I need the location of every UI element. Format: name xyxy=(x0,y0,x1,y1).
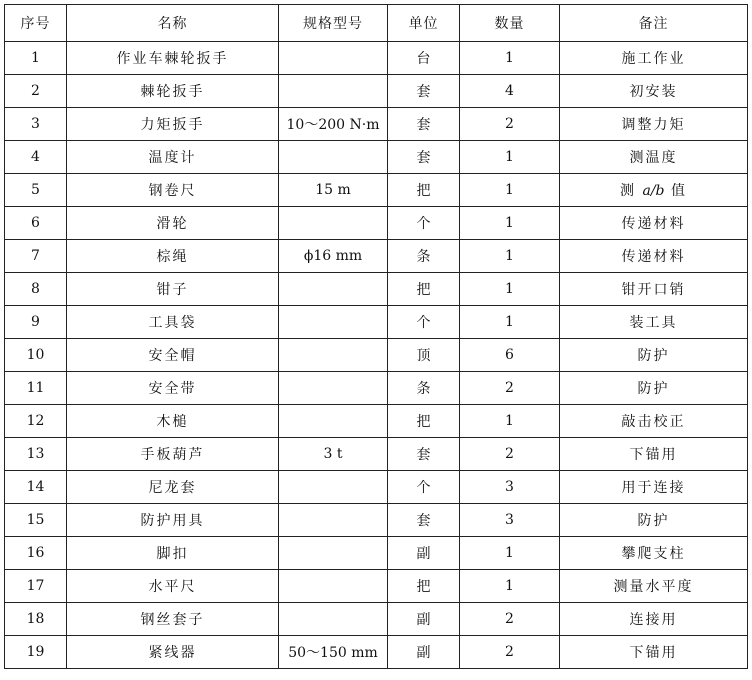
cell-spec xyxy=(279,504,388,537)
cell-qty: 1 xyxy=(460,207,560,240)
cell-unit: 顶 xyxy=(388,339,460,372)
cell-qty: 2 xyxy=(460,108,560,141)
cell-name: 手板葫芦 xyxy=(67,438,279,471)
table-row xyxy=(5,273,748,306)
cell-spec xyxy=(279,42,388,75)
italic-symbol: a/b xyxy=(642,183,665,199)
cell-spec xyxy=(279,75,388,108)
cell-unit: 副 xyxy=(388,537,460,570)
table-row xyxy=(5,438,748,471)
cell-name: 脚扣 xyxy=(67,537,279,570)
cell-unit: 套 xyxy=(388,504,460,537)
table-row xyxy=(5,141,748,174)
cell-note: 用于连接 xyxy=(560,471,748,504)
cell-unit: 个 xyxy=(388,207,460,240)
cell-note: 钳开口销 xyxy=(560,273,748,306)
cell-no: 15 xyxy=(5,504,67,537)
cell-note: 防护 xyxy=(560,372,748,405)
cell-qty: 2 xyxy=(460,438,560,471)
tool-list-table xyxy=(4,4,748,669)
cell-no: 7 xyxy=(5,240,67,273)
cell-spec xyxy=(279,603,388,636)
table-row xyxy=(5,75,748,108)
cell-name: 紧线器 xyxy=(67,636,279,669)
cell-spec xyxy=(279,207,388,240)
cell-unit: 副 xyxy=(388,636,460,669)
table-row xyxy=(5,42,748,75)
cell-name: 钢卷尺 xyxy=(67,174,279,207)
cell-qty: 3 xyxy=(460,471,560,504)
cell-spec xyxy=(279,405,388,438)
header-row xyxy=(5,5,748,42)
cell-note: 测温度 xyxy=(560,141,748,174)
cell-note: 下锚用 xyxy=(560,438,748,471)
table-header xyxy=(5,5,748,42)
cell-unit: 条 xyxy=(388,372,460,405)
table-row xyxy=(5,570,748,603)
cell-no: 11 xyxy=(5,372,67,405)
table-row xyxy=(5,339,748,372)
cell-note: 调整力矩 xyxy=(560,108,748,141)
cell-unit: 把 xyxy=(388,273,460,306)
table-row xyxy=(5,306,748,339)
table-row xyxy=(5,240,748,273)
cell-name: 工具袋 xyxy=(67,306,279,339)
cell-no: 10 xyxy=(5,339,67,372)
cell-qty: 2 xyxy=(460,636,560,669)
cell-note: 敲击校正 xyxy=(560,405,748,438)
cell-no: 6 xyxy=(5,207,67,240)
cell-name: 木槌 xyxy=(67,405,279,438)
cell-no: 5 xyxy=(5,174,67,207)
table-row xyxy=(5,108,748,141)
cell-spec xyxy=(279,372,388,405)
cell-spec: ϕ16 mm xyxy=(279,240,388,273)
cell-note: 传递材料 xyxy=(560,207,748,240)
cell-spec xyxy=(279,537,388,570)
cell-unit: 条 xyxy=(388,240,460,273)
cell-spec xyxy=(279,273,388,306)
cell-note: 测量水平度 xyxy=(560,570,748,603)
cell-unit: 把 xyxy=(388,174,460,207)
cell-name: 安全帽 xyxy=(67,339,279,372)
cell-note: 施工作业 xyxy=(560,42,748,75)
cell-qty: 1 xyxy=(460,273,560,306)
cell-no: 17 xyxy=(5,570,67,603)
cell-unit: 套 xyxy=(388,108,460,141)
cell-no: 14 xyxy=(5,471,67,504)
header-name: 名称 xyxy=(67,5,279,42)
cell-note: 初安装 xyxy=(560,75,748,108)
cell-name: 防护用具 xyxy=(67,504,279,537)
cell-unit: 套 xyxy=(388,75,460,108)
table-row xyxy=(5,372,748,405)
cell-spec: 10～200 N·m xyxy=(279,108,388,141)
cell-no: 16 xyxy=(5,537,67,570)
cell-spec: 50～150 mm xyxy=(279,636,388,669)
cell-unit: 副 xyxy=(388,603,460,636)
cell-no: 2 xyxy=(5,75,67,108)
cell-qty: 1 xyxy=(460,141,560,174)
cell-qty: 4 xyxy=(460,75,560,108)
cell-note: 防护 xyxy=(560,339,748,372)
cell-spec xyxy=(279,141,388,174)
cell-qty: 1 xyxy=(460,42,560,75)
table-row xyxy=(5,405,748,438)
cell-qty: 2 xyxy=(460,372,560,405)
cell-unit: 套 xyxy=(388,141,460,174)
table-row xyxy=(5,471,748,504)
cell-note: 传递材料 xyxy=(560,240,748,273)
cell-unit: 台 xyxy=(388,42,460,75)
cell-name: 安全带 xyxy=(67,372,279,405)
cell-unit: 个 xyxy=(388,306,460,339)
cell-unit: 个 xyxy=(388,471,460,504)
header-qty: 数量 xyxy=(460,5,560,42)
cell-qty: 6 xyxy=(460,339,560,372)
cell-name: 钢丝套子 xyxy=(67,603,279,636)
cell-unit: 套 xyxy=(388,438,460,471)
cell-name: 作业车棘轮扳手 xyxy=(67,42,279,75)
table-row xyxy=(5,603,748,636)
cell-name: 水平尺 xyxy=(67,570,279,603)
cell-qty: 1 xyxy=(460,405,560,438)
cell-no: 3 xyxy=(5,108,67,141)
cell-name: 棕绳 xyxy=(67,240,279,273)
header-note: 备注 xyxy=(560,5,748,42)
cell-unit: 把 xyxy=(388,570,460,603)
cell-unit: 把 xyxy=(388,405,460,438)
cell-name: 力矩扳手 xyxy=(67,108,279,141)
cell-note: 攀爬支柱 xyxy=(560,537,748,570)
cell-name: 棘轮扳手 xyxy=(67,75,279,108)
header-spec: 规格型号 xyxy=(279,5,388,42)
table-row xyxy=(5,174,748,207)
cell-name: 温度计 xyxy=(67,141,279,174)
cell-spec xyxy=(279,471,388,504)
cell-name: 滑轮 xyxy=(67,207,279,240)
cell-note: 连接用 xyxy=(560,603,748,636)
cell-no: 12 xyxy=(5,405,67,438)
cell-qty: 2 xyxy=(460,603,560,636)
cell-no: 9 xyxy=(5,306,67,339)
cell-note: 测 a/b 值 xyxy=(560,174,748,207)
cell-spec xyxy=(279,570,388,603)
cell-qty: 1 xyxy=(460,537,560,570)
header-unit: 单位 xyxy=(388,5,460,42)
cell-qty: 1 xyxy=(460,306,560,339)
cell-no: 19 xyxy=(5,636,67,669)
cell-spec xyxy=(279,306,388,339)
header-no: 序号 xyxy=(5,5,67,42)
cell-note: 下锚用 xyxy=(560,636,748,669)
cell-no: 1 xyxy=(5,42,67,75)
cell-qty: 3 xyxy=(460,504,560,537)
cell-no: 13 xyxy=(5,438,67,471)
cell-note: 防护 xyxy=(560,504,748,537)
cell-spec: 3 t xyxy=(279,438,388,471)
cell-qty: 1 xyxy=(460,240,560,273)
cell-note: 装工具 xyxy=(560,306,748,339)
cell-no: 4 xyxy=(5,141,67,174)
cell-qty: 1 xyxy=(460,570,560,603)
cell-spec: 15 m xyxy=(279,174,388,207)
cell-qty: 1 xyxy=(460,174,560,207)
table-body xyxy=(5,42,748,669)
table-row xyxy=(5,504,748,537)
cell-spec xyxy=(279,339,388,372)
cell-name: 钳子 xyxy=(67,273,279,306)
cell-no: 18 xyxy=(5,603,67,636)
cell-no: 8 xyxy=(5,273,67,306)
table-row xyxy=(5,207,748,240)
cell-name: 尼龙套 xyxy=(67,471,279,504)
table-row xyxy=(5,537,748,570)
table-row xyxy=(5,636,748,669)
